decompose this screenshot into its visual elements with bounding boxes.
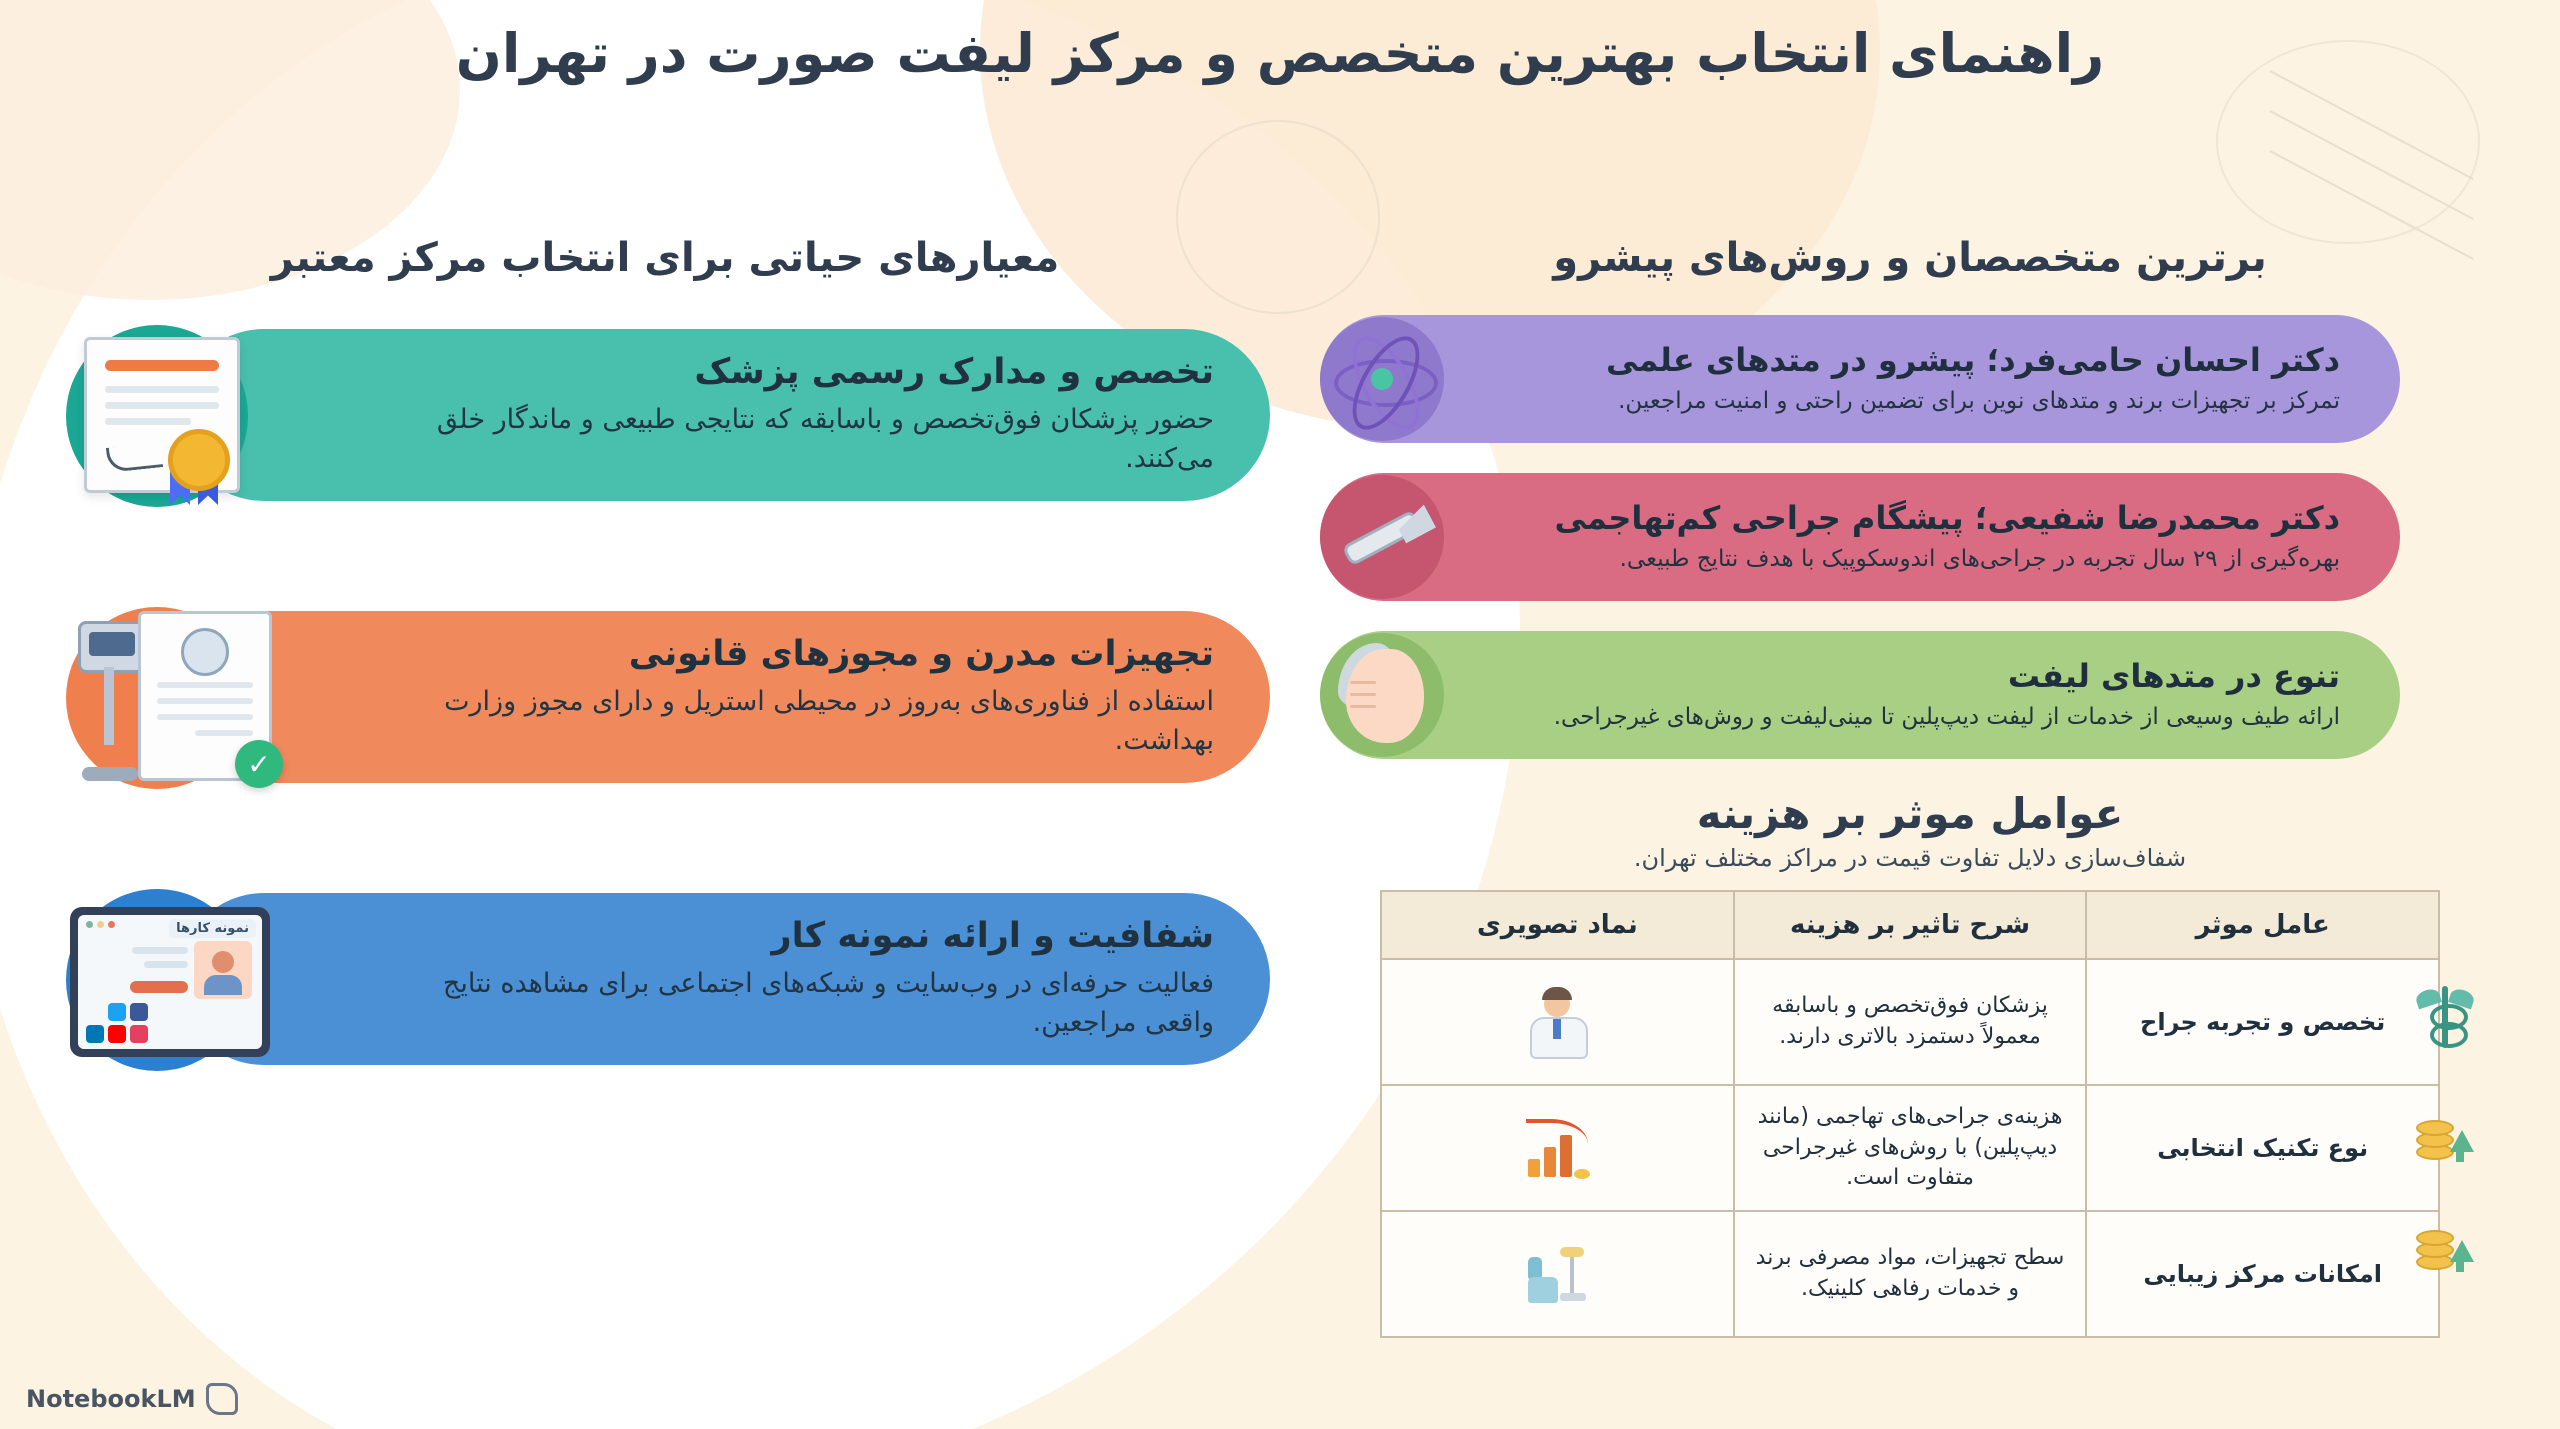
social-icons <box>86 1003 148 1043</box>
table-row <box>1381 1085 2439 1211</box>
row-3-icon-cell <box>1381 1211 1734 1337</box>
specialist-card-3-desc: ارائه طیف وسیعی از خدمات از لیفت دیپ‌پلین تا مینی‌لیفت و روش‌های غیرجراحی. <box>1553 703 2340 730</box>
criteria-card-2-body <box>178 611 1270 783</box>
specialist-card-1-title: دکتر احسان حامی‌فرد؛ پیشرو در متدهای علمی <box>1605 340 2340 379</box>
criteria-card-2-title: تجهیزات مدرن و مجوزهای قانونی <box>628 633 1214 674</box>
notebooklm-logo-icon <box>206 1383 238 1415</box>
criteria-column <box>60 235 1270 1161</box>
criteria-card-3-title: شفافیت و ارائه نمونه کار <box>771 915 1214 956</box>
coins-stack-icon <box>2408 1202 2482 1276</box>
table-header-row <box>1381 891 2439 959</box>
specialist-card-1-desc: تمرکز بر تجهیزات برند و متدهای نوین برای تضمین راحتی و امنیت مراجعین. <box>1618 387 2340 414</box>
table-row <box>1381 1211 2439 1337</box>
row-2-desc: هزینه‌ی جراحی‌های تهاجمی (مانند دیپ‌پلین) با روش‌های غیرجراحی متفاوت است. <box>1734 1085 2087 1211</box>
criteria-card-1-body <box>178 329 1270 501</box>
criteria-card-3-desc: فعالیت حرفه‌ای در وب‌سایت و شبکه‌های اجتماعی برای مشاهده نتایج واقعی مراجعین. <box>442 967 1214 1038</box>
specialist-card-3-body <box>1320 631 2400 759</box>
criteria-card-3-body <box>178 893 1270 1065</box>
medical-device-permit-icon <box>60 597 290 797</box>
portfolio-tag: نمونه کارها <box>169 919 256 938</box>
specialists-column <box>1320 235 2500 1338</box>
doctor-icon <box>1520 985 1594 1059</box>
header-desc: شرح تاثیر بر هزینه <box>1734 891 2087 959</box>
criteria-card-2 <box>60 597 1270 797</box>
specialist-card-3 <box>1320 631 2500 759</box>
coins-up-icon <box>2408 1092 2482 1166</box>
header-factor: عامل موثر <box>2086 891 2439 959</box>
tablet-portfolio-icon <box>60 879 290 1079</box>
face-lift-icon <box>1320 633 1444 757</box>
check-icon: ✓ <box>235 740 283 788</box>
cost-heading: عوامل موثر بر هزینه <box>1696 789 2124 838</box>
notebooklm-label: NotebookLM <box>26 1385 196 1413</box>
row-1-desc: پزشکان فوق‌تخصص و باسابقه معمولاً دستمزد بالاتری دارند. <box>1734 959 2087 1085</box>
criteria-card-1 <box>60 315 1270 515</box>
notebooklm-brand <box>26 1383 238 1415</box>
cost-table <box>1380 890 2440 1338</box>
specialists-heading: برترین متخصصان و روش‌های پیشرو <box>1553 235 2267 281</box>
criteria-card-3 <box>60 879 1270 1079</box>
row-1-factor: تخصص و تجربه جراح <box>2086 959 2439 1085</box>
specialist-card-3-title: تنوع در متدهای لیفت <box>2007 656 2340 695</box>
row-2-factor: نوع تکنیک انتخابی <box>2086 1085 2439 1211</box>
header-icon: نماد تصویری <box>1381 891 1734 959</box>
certificate-icon <box>60 315 290 515</box>
specialist-card-2-body <box>1320 473 2400 601</box>
specialist-card-2-title: دکتر محمدرضا شفیعی؛ پیشگام جراحی کم‌تهاجمی <box>1554 498 2340 537</box>
specialist-card-2 <box>1320 473 2500 601</box>
row-1-icon-cell <box>1381 959 1734 1085</box>
row-3-desc: سطح تجهیزات، مواد مصرفی برند و خدمات رفاهی کلینیک. <box>1734 1211 2087 1337</box>
criteria-card-2-desc: استفاده از فناوری‌های به‌روز در محیطی استریل و دارای مجوز وزارت بهداشت. <box>444 685 1214 756</box>
specialist-card-1-body <box>1320 315 2400 443</box>
specialist-card-2-desc: بهره‌گیری از ۲۹ سال تجربه در جراحی‌های اندوسکوپیک با هدف نتایج طبیعی. <box>1619 545 2340 572</box>
criteria-heading: معیارهای حیاتی برای انتخاب مرکز معتبر <box>270 235 1060 281</box>
atom-icon <box>1320 317 1444 441</box>
scalpel-icon <box>1320 475 1444 599</box>
specialist-card-1 <box>1320 315 2500 443</box>
clinic-chair-icon <box>1520 1237 1594 1311</box>
row-3-factor: امکانات مرکز زیبایی <box>2086 1211 2439 1337</box>
row-2-icon-cell <box>1381 1085 1734 1211</box>
criteria-card-1-desc: حضور پزشکان فوق‌تخصص و باسابقه که نتایجی طبیعی و ماندگار خلق می‌کنند. <box>436 403 1214 474</box>
page-title: راهنمای انتخاب بهترین متخصص و مرکز لیفت صورت در تهران <box>455 22 2105 85</box>
criteria-card-1-title: تخصص و مدارک رسمی پزشک <box>694 351 1214 392</box>
table-row <box>1381 959 2439 1085</box>
growth-chart-icon <box>1520 1111 1594 1185</box>
cost-subheading: شفاف‌سازی دلایل تفاوت قیمت در مراکز مختلف تهران. <box>1633 844 2187 872</box>
caduceus-icon <box>2408 980 2482 1054</box>
